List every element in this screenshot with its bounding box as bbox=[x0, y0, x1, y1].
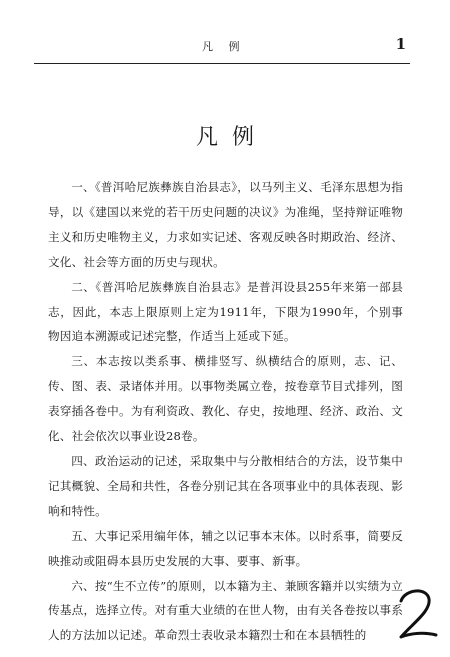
paragraph-4: 四、政治运动的记述，采取集中与分散相结合的方法，设节集中记其概貌、全局和共性，各卷分别记其在各项事业中的具体表现、影响和特性。 bbox=[48, 453, 403, 518]
paragraph-2: 二、《普洱哈尼族彝族自治县志》是普洱设县255年来第一部县志，因此，本志上限原则上定为1911年，下限为1990年，个别事物因追本溯源或记述完整，作适当上延或下延。 bbox=[48, 279, 403, 344]
paragraph-6: 六、按“生不立传”的原则，以本籍为主、兼顾客籍并以实绩为立传基点，选择立传。对有重大业绩的在世人物，由有关各卷按以事系人的方法加以记述。革命烈士表收录本籍烈士和在本县牺牲的 bbox=[48, 578, 403, 643]
page-title: 凡例 bbox=[195, 125, 268, 150]
paragraph-5: 五、大事记采用编年体，辅之以记事本末体。以时系事，简要反映推动或阻碍本县历史发展的大事、要事、新事。 bbox=[48, 528, 403, 568]
header-rule bbox=[34, 63, 410, 64]
paragraph-3: 三、本志按以类系事、横排竖写、纵横结合的原则，志、记、传、图、表、录诸体并用。以事物类属立卷，按卷章节目式排列，图表穿插各卷中。为有利资政、教化、存史，按地理、经济、政治、文化、社会依次以事业设28卷。 bbox=[48, 354, 403, 444]
body-text bbox=[48, 175, 403, 648]
running-title: 凡 例 bbox=[202, 40, 246, 53]
handwritten-number-2 bbox=[395, 585, 439, 643]
paragraph-1: 一、《普洱哈尼族彝族自治县志》，以马列主义、毛泽东思想为指导，以《建国以来党的若干历史问题的决议》为准绳，坚持辩证唯物主义和历史唯物主义，力求如实记述、客观反映各时期政治、经济、文化、社会等方面的历史与现状。 bbox=[48, 180, 403, 269]
running-header bbox=[0, 35, 450, 58]
page-number: 1 bbox=[395, 35, 406, 53]
